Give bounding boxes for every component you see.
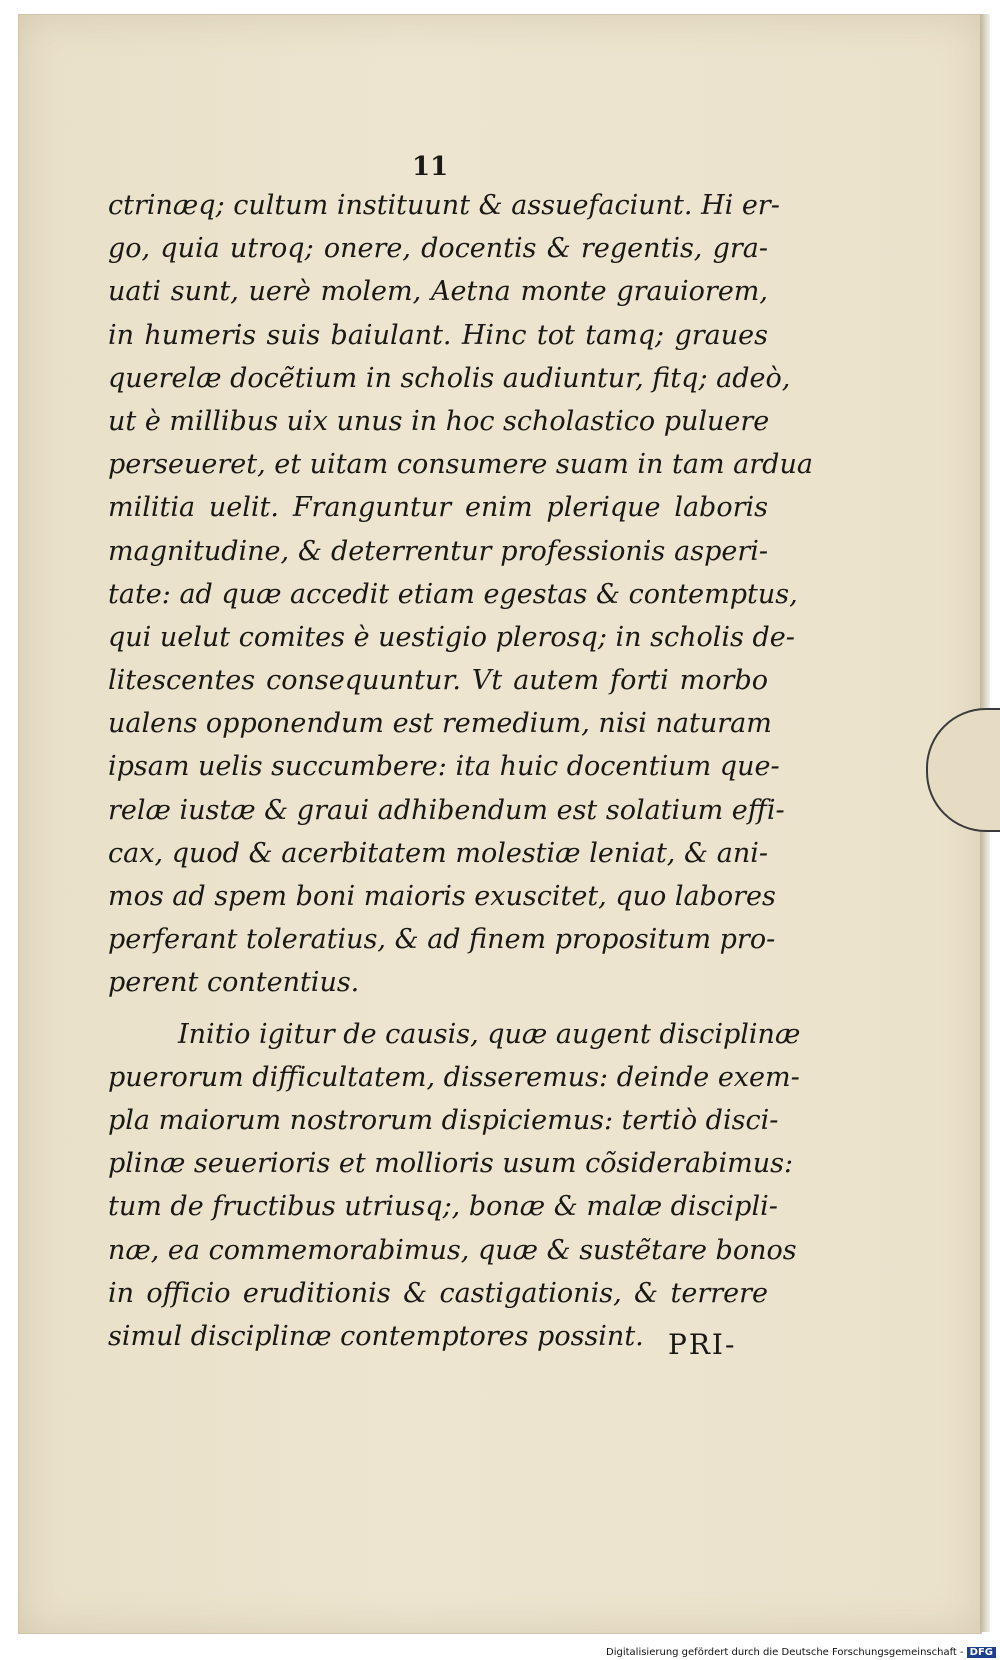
paragraph-1 (108, 184, 813, 1005)
text-line: cax, quod & acerbitatem molestiæ leniat, & ani- (108, 837, 768, 869)
catchword: PRI- (668, 1328, 737, 1361)
body-text (108, 184, 813, 1358)
text-line: magnitudine, & deterrentur professionis asperi- (108, 535, 768, 567)
credit-text: Digitalisierung gefördert durch die Deutsche Forschungsgemeinschaft - (606, 1647, 964, 1658)
text-line: tate: ad quæ accedit etiam egestas & contemptus, (108, 578, 798, 610)
paragraph-gap (108, 1005, 768, 1013)
text-line: mos ad spem boni maioris exuscitet, quo labores (108, 881, 776, 912)
text-line: qui uelut comites è uestigio plerosq; in scholis de- (108, 621, 795, 653)
page-number: 11 (412, 152, 449, 182)
text-line: uati sunt, uerè molem, Aetna monte grauiorem, (108, 276, 768, 308)
text-line: perent contentius. (108, 967, 360, 999)
paragraph-2 (108, 1013, 801, 1359)
text-line: relæ iustæ & graui adhibendum est solatium effi- (108, 794, 785, 826)
text-line: perferant toleratius, & ad finem propositum pro- (108, 924, 776, 956)
text-line: ctrinæq; cultum instituunt & assuefaciunt. Hi er- (108, 190, 780, 221)
text-line: in humeris suis baiulant. Hinc tot tamq; graues (108, 319, 768, 351)
text-line: ualens opponendum est remedium, nisi naturam (108, 708, 772, 740)
text-line: pla maiorum nostrorum dispiciemus: tertiò disci- (108, 1104, 779, 1136)
text-line: in officio eruditionis & castigationis, & terrere (108, 1277, 768, 1309)
text-line: ut è millibus uix unus in hoc scholastico puluere (108, 405, 770, 437)
dfg-logo-icon: DFG (967, 1647, 996, 1658)
text-line: querelæ docẽtium in scholis audiuntur, fitq; adeò, (108, 362, 791, 394)
text-line: Initio igitur de causis, quæ augent disciplinæ (178, 1018, 801, 1050)
text-line: perseueret, et uitam consumere suam in tam ardua (108, 449, 813, 481)
text-line: litescentes consequuntur. Vt autem forti morbo (108, 665, 768, 697)
text-line: tum de fructibus utriusq;, bonæ & malæ discipli- (108, 1191, 778, 1223)
text-line: militia uelit. Franguntur enim plerique laboris (108, 492, 768, 524)
text-line: ipsam uelis succumbere: ita huic docentium que- (108, 751, 780, 783)
text-line: go, quia utroq; onere, docentis & regentis, gra- (108, 233, 768, 265)
text-line: puerorum difficultatem, disseremus: deinde exem- (108, 1061, 800, 1093)
digitization-credit (606, 1647, 996, 1658)
text-line: plinæ seuerioris et mollioris usum cõsiderabimus: (108, 1148, 794, 1180)
text-line: næ, ea commemorabimus, quæ & sustẽtare bonos (108, 1234, 797, 1266)
text-line: simul disciplinæ contemptores possint. (108, 1320, 644, 1352)
